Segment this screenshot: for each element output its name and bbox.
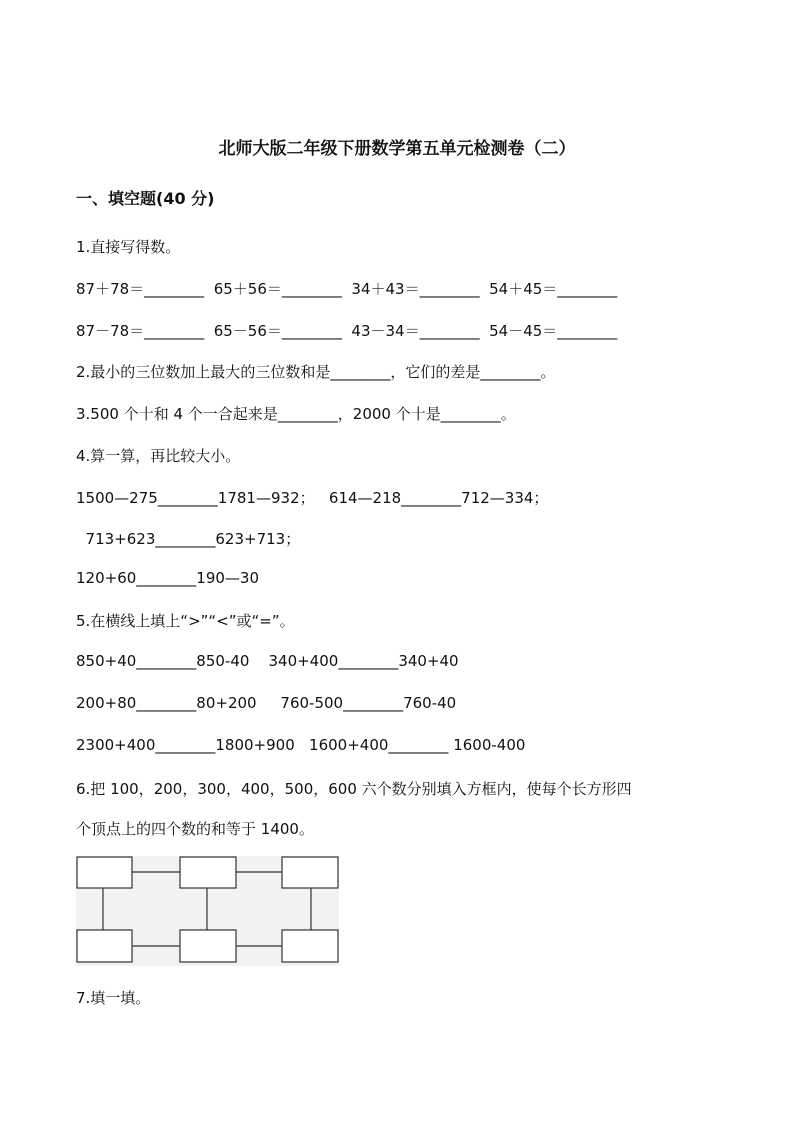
question-4-line-1: 1500—275________1781—932； 614—218________712—334； (76, 489, 549, 507)
answer-box-bottom-right[interactable] (282, 930, 338, 962)
answer-box-top-right[interactable] (282, 857, 338, 888)
question-6-line-2: 个顶点上的四个数的和等于 1400。 (76, 820, 314, 838)
question-4-line-2: 713+623________623+713； (76, 530, 301, 548)
page-title: 北师大版二年级下册数学第五单元检测卷（二） (218, 139, 576, 159)
box-diagram-svg (76, 856, 339, 966)
answer-box-top-middle[interactable] (180, 857, 236, 888)
question-1-row-1: 87＋78＝________ 65＋56＝________ 34＋43＝________ 54＋45＝________ (76, 280, 618, 298)
question-4-label: 4.算一算，再比较大小。 (76, 447, 241, 465)
answer-box-bottom-middle[interactable] (180, 930, 236, 962)
question-1-row-2: 87－78＝________ 65－56＝________ 43－34＝________ 54－45＝________ (76, 322, 618, 340)
question-5-line-3: 2300+400________1800+900 1600+400________ 1600-400 (76, 736, 526, 754)
question-5-line-2: 200+80________80+200 760-500________760-40 (76, 694, 457, 712)
question-3: 3.500 个十和 4 个一合起来是________，2000 个十是________。 (76, 405, 516, 423)
question-5-label: 5.在横线上填上“>”“<”或“=”。 (76, 612, 295, 630)
question-1-label: 1.直接写得数。 (76, 238, 181, 256)
question-6-line-1: 6.把 100，200，300，400，500，600 六个数分别填入方框内，使每个长方形四 (76, 780, 632, 798)
question-7-label: 7.填一填。 (76, 989, 151, 1007)
question-4-line-3: 120+60________190—30 (76, 569, 260, 587)
rectangle-box-diagram (76, 856, 339, 966)
section-heading-fill-blank: 一、填空题(40 分) (76, 189, 215, 208)
answer-box-bottom-left[interactable] (77, 930, 132, 962)
question-5-line-1: 850+40________850-40 340+400________340+40 (76, 652, 459, 670)
question-2: 2.最小的三位数加上最大的三位数和是________，它们的差是________。 (76, 363, 556, 381)
answer-box-top-left[interactable] (77, 857, 132, 888)
